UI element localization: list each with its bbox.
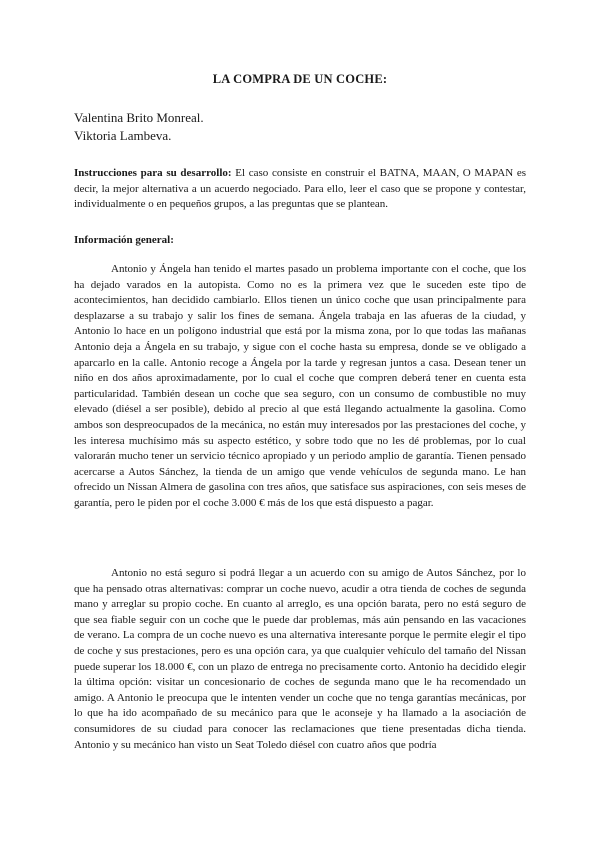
paragraph-text: Antonio y Ángela han tenido el martes pasado un problema importante con el coche, que los ha dejado varados en la autopista. Como no es la primera vez que le suceden este tipo de acontecimientos, han decidido cambiarlo. Ellos tienen un único coche que usan principalmente para desplazarse a su trabajo y salir los fines de semana. Ángela trabaja en las afueras de la ciudad, y Antonio lo hace en un polígono industrial que está por la misma zona, por lo que todas las mañanas Antonio deja a Ángela en su trabajo, y sigue con el coche hasta su empresa, donde se ve obligado a aparcarlo en la calle. Antonio recoge a Ángela por la tarde y regresan juntos a casa. Desean tener un niño en dos años aproximadamente, por lo cual el coche que compren deberá tener en cuenta esta particularidad. También desean un coche que sea seguro, con un consumo de combustible no muy elevado (diésel a ser posible), debido al precio al que está llegando actualmente la gasolina. Como ambos son despreocupados de la mecánica, no están muy interesados por las prestaciones del coche, y les interesa muchísimo más su aspecto estético, y sobre todo que no les dé problemas, por lo cual valorarán mucho tener un servicio técnico apropiado y un periodo amplio de garantía. Tienen pensado acercarse a Autos Sánchez, la tienda de un amigo que vende vehículos de segunda mano. Le han ofrecido un Nissan Almera de gasolina con tres años, que satisface sus aspiraciones, con seis meses de garantía, pero le piden por el coche 3.000 € más de los que está dispuesto a pagar. — [74, 263, 526, 509]
body-paragraph — [74, 566, 526, 753]
instructions-label: Instrucciones para su desarrollo: — [74, 167, 232, 179]
instructions-paragraph — [74, 166, 526, 213]
instructions-text: El caso consiste en construir el BATNA, MAAN, O MAPAN es decir, la mejor alternativa a un acuerdo negociado. Para ello, leer el caso que se propone y contestar, individualmente o en pequeños grupos, a las preguntas que se plantean. — [74, 167, 527, 211]
document-title: LA COMPRA DE UN COCHE: — [212, 72, 388, 86]
body-paragraph — [74, 262, 526, 512]
paragraph-text: Antonio no está seguro si podrá llegar a un acuerdo con su amigo de Autos Sánchez, por lo que ha pensado otras alternativas: comprar un coche nuevo, acudir a otra tienda de coches de segunda mano y arreglar su propio coche. En cuanto al arreglo, es una opción barata, pero no está seguro de que sea fiable seguir con un coche que le puede dar problemas, más aún pensando en las vacaciones de verano. La compra de un coche nuevo es una alternativa interesante porque le permite elegir el tipo de coche y sus prestaciones, pero es una opción cara, ya que cualquier vehículo del tamaño del Nissan puede superar los 18.000 €, con un plazo de entrega no precisamente corto. Antonio ha decidido elegir la última opción: visitar un concesionario de coches de segunda mano que le ha recomendado un amigo. A Antonio le preocupa que le intenten vender un coche que no tenga garantías mecánicas, por lo que ha ido acompañado de su mecánico para que le aconseje y ha llamado a la asociación de consumidores de su ciudad para conocer las reclamaciones que tiene presentadas dicha tienda. Antonio y su mecánico han visto un Seat Toledo diésel con cuatro años que podría — [74, 567, 526, 751]
author-name: Viktoria Lambeva. — [74, 128, 172, 143]
author-name: Valentina Brito Monreal. — [74, 110, 204, 125]
section-heading: Información general: — [74, 234, 174, 246]
